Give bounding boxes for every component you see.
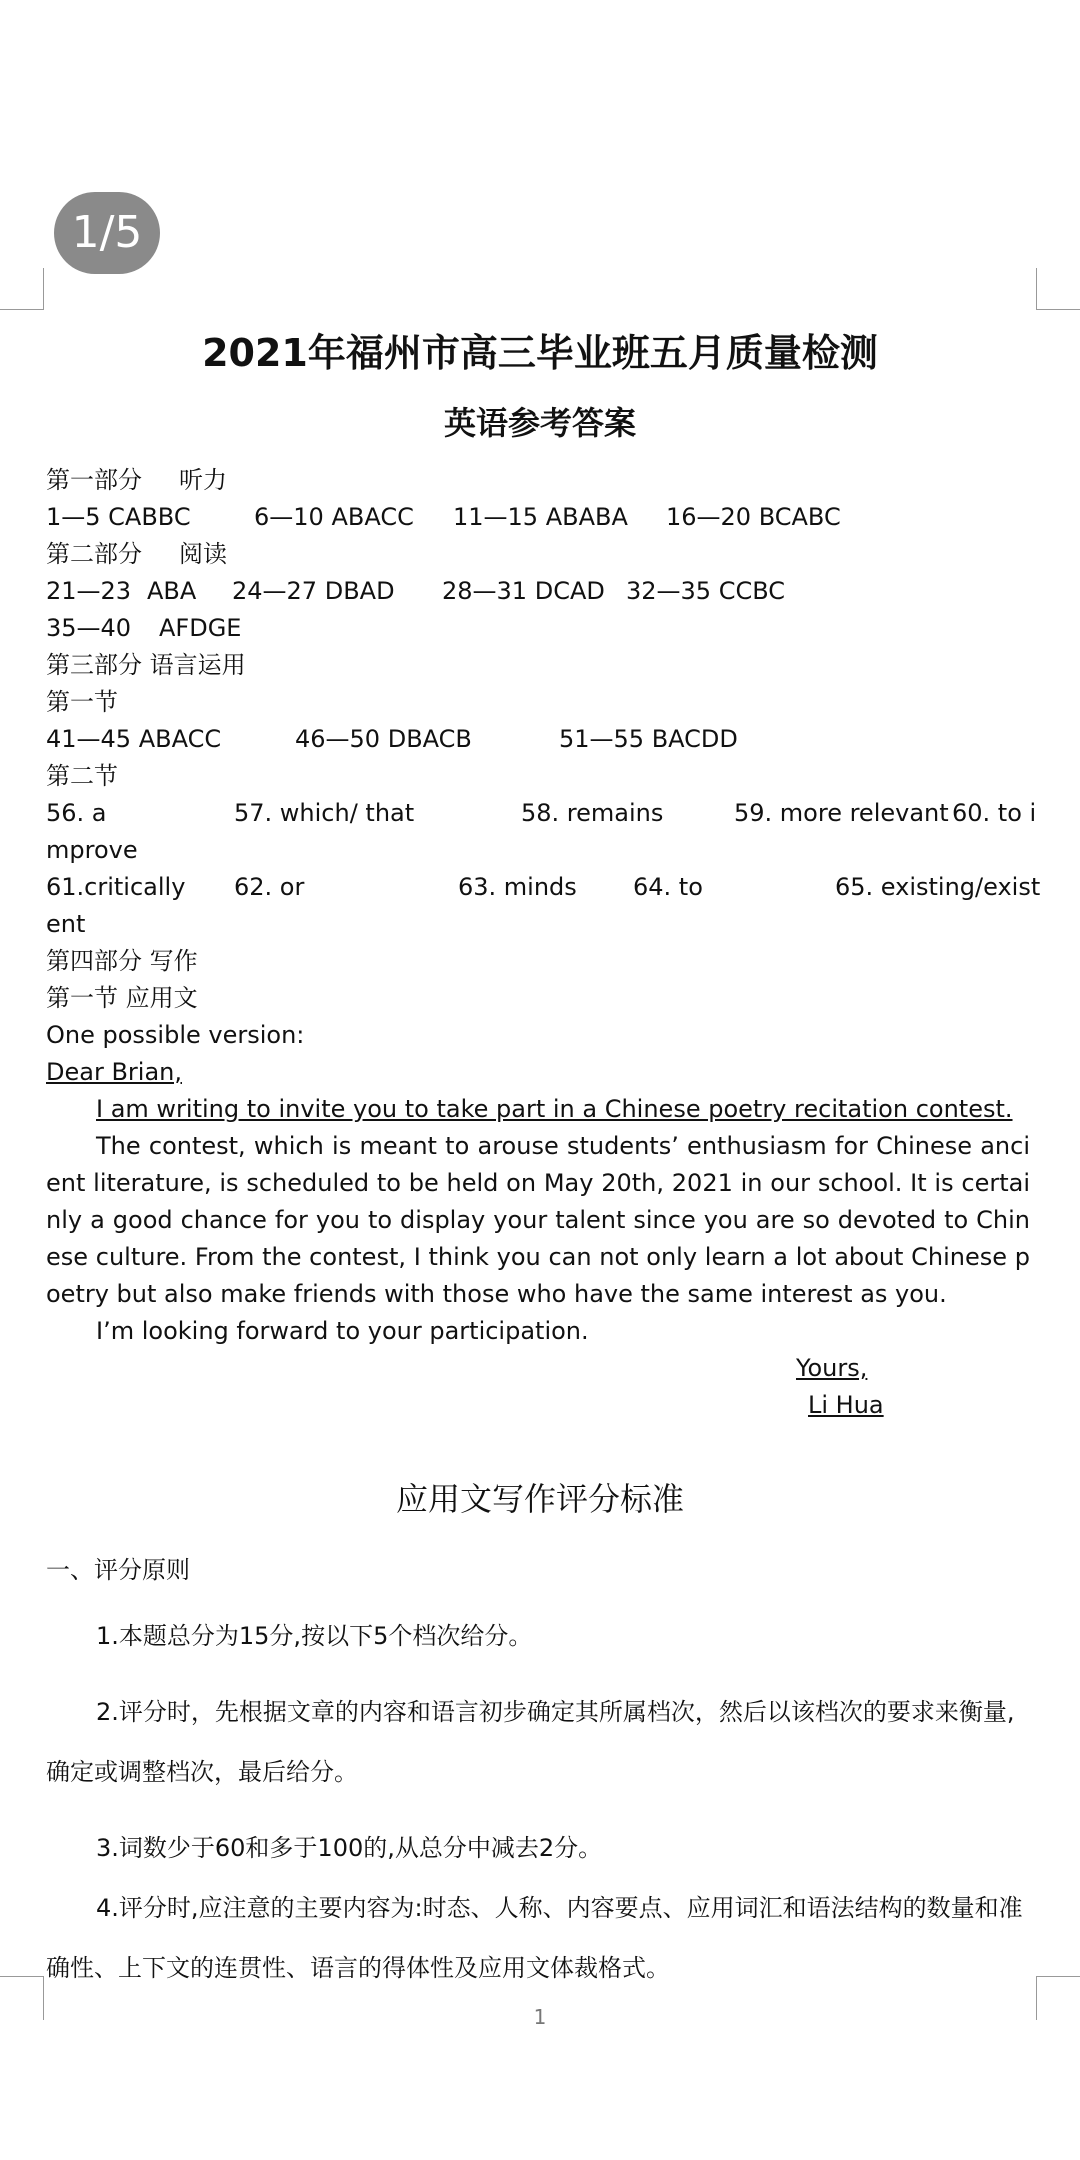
letter-closing [46,1350,1030,1387]
answer-item: 61.critically [46,873,186,901]
letter-signature [46,1387,1030,1424]
principle-heading: 一、评分原则 [46,1556,190,1584]
answer-group: 35—40 [46,614,132,642]
answer-group: 24—27 DBAD [232,577,395,605]
rule-item: 1.本题总分为15分,按以下5个档次给分。 [96,1622,533,1650]
answer-group: 21—23 [46,577,132,605]
answer-item: 62. or [234,873,305,901]
answer-group: 16—20 BCABC [666,503,841,531]
answer-group: ABA [147,577,197,605]
greeting-text: Dear Brian, [46,1058,182,1086]
possible-version-label: One possible version: [46,1021,305,1049]
letter-paragraph-2: The contest, which is meant to arouse students’ enthusiasm for Chinese ancient literature, is scheduled to be held on May 20th, 2021 in our school. It is certainly a good chance for you to display your talent since you are so devoted to Chinese culture. From the contest, I think you can not only learn a lot about Chinese poetry but also make friends with those who have the same interest as you. [46,1132,1030,1308]
answer-group: AFDGE [159,614,242,642]
crop-mark-top-left [0,268,44,310]
answer-item: 56. a [46,799,107,827]
answer-group: 1—5 CABBC [46,503,191,531]
part1-label: 第一部分 [46,466,142,494]
letter-paragraph-3: I’m looking forward to your participation. [96,1317,589,1345]
answer-group: 51—55 BACDD [559,725,738,753]
document-subtitle: 英语参考答案 [443,404,636,442]
crop-mark-top-right [1036,268,1080,310]
answer-group: 6—10 ABACC [254,503,414,531]
closing-text: Yours, [796,1354,868,1382]
answer-item: 57. which/ that [234,799,415,827]
page-indicator-badge: 1/5 [54,192,160,274]
page-number: 1 [533,2005,547,2029]
answers-row-5 [46,795,1037,832]
answer-item: 64. to [633,873,703,901]
paragraph-1-text: I am writing to invite you to take part in a Chinese poetry recitation contest. [96,1095,1013,1123]
answers-row-6-wrap: ent [46,910,86,938]
part3-heading: 第三部分 语言运用 [46,651,246,679]
part2-name: 阅读 [179,540,227,568]
rule-item: 2.评分时，先根据文章的内容和语言初步确定其所属档次，然后以该档次的要求来衡量,确定或调整档次，最后给分。 [46,1698,1015,1786]
answer-item: 63. minds [458,873,577,901]
answers-row-1 [46,499,1030,536]
answers-row-6 [46,869,1041,906]
answers-row-3 [46,610,1030,647]
scoring-rules [46,1550,1030,1998]
section1-heading: 第一节 [46,688,118,716]
document-title: 2021年福州市高三毕业班五月质量检测 [202,331,878,375]
answer-group: 32—35 CCBC [626,577,786,605]
letter-paragraph-1 [46,1091,1030,1128]
answer-key [46,462,1041,1424]
signature-text: Li Hua [808,1391,884,1419]
answers-row-4 [46,721,1030,758]
answer-group: 28—31 DCAD [442,577,605,605]
answer-group: 46—50 DBACB [295,725,472,753]
answer-item: 58. remains [521,799,664,827]
rule-item: 4.评分时,应注意的主要内容为:时态、人称、内容要点、应用词汇和语法结构的数量和准确性、上下文的连贯性、语言的得体性及应用文体裁格式。 [46,1894,1023,1982]
answer-group: 11—15 ABABA [453,503,628,531]
part2-label: 第二部分 [46,540,142,568]
criteria-title: 应用文写作评分标准 [395,1480,684,1518]
part4-heading: 第四部分 写作 [46,947,198,975]
letter-greeting [46,1054,1030,1091]
section2-heading: 第二节 [46,762,118,790]
answer-group: 41—45 ABACC [46,725,222,753]
part2-heading [46,536,1030,573]
rule-item: 3.词数少于60和多于100的,从总分中减去2分。 [96,1834,603,1862]
answer-item: 59. more relevant [734,799,949,827]
answers-row-5-wrap: mprove [46,836,138,864]
answer-item: 65. existing/exist [835,873,1041,901]
section3-heading: 第一节 应用文 [46,984,198,1012]
part1-name: 听力 [179,466,227,494]
answer-item: 60. to i [952,799,1037,827]
part1-heading [46,462,1030,499]
answers-row-2 [46,573,1030,610]
